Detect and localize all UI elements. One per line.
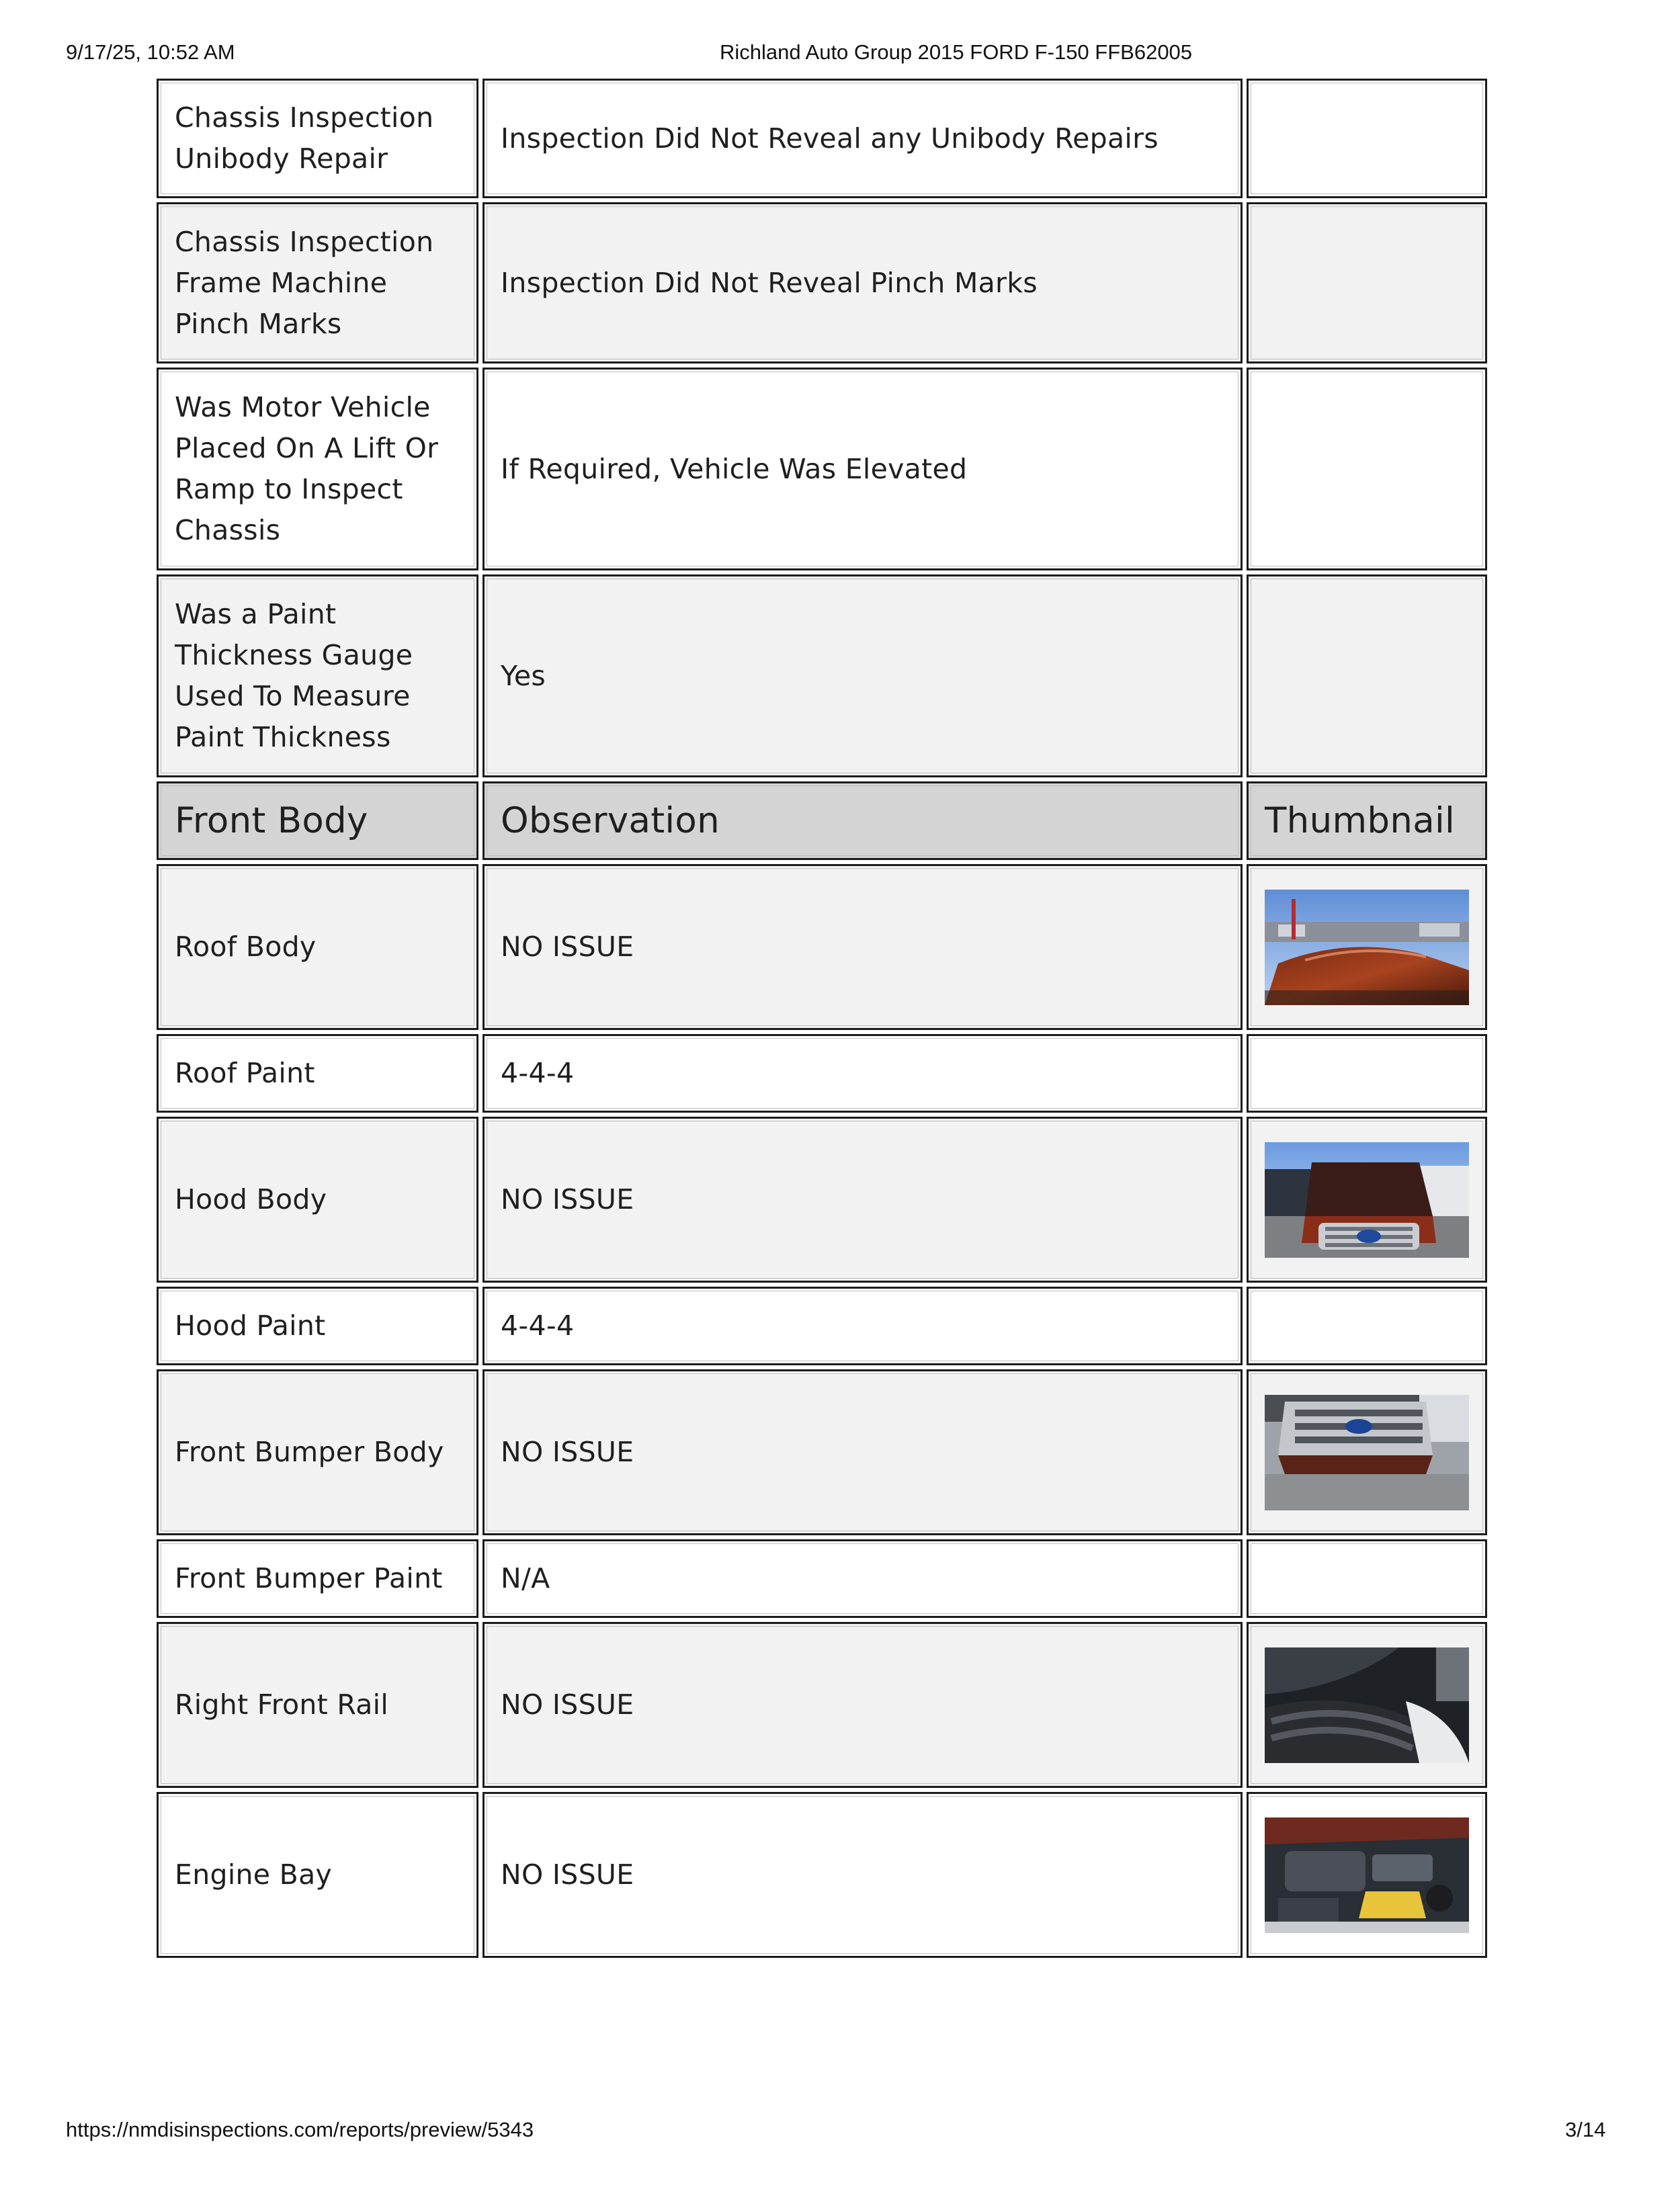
item-label: Roof Paint: [157, 1034, 478, 1113]
item-label: Hood Body: [157, 1117, 478, 1283]
thumbnail-cell: [1247, 1287, 1487, 1365]
thumbnail-cell: [1247, 368, 1487, 570]
item-label: Was Motor Vehicle Placed On A Lift Or Ramp to Inspect Chassis: [157, 368, 478, 570]
section-header-row: [0, 781, 1680, 860]
observation-value: NO ISSUE: [482, 1622, 1243, 1788]
thumbnail-cell: [1247, 1369, 1487, 1535]
thumbnail-cell: [1247, 1034, 1487, 1113]
observation-value: NO ISSUE: [482, 1369, 1243, 1535]
roof-photo-thumbnail[interactable]: [1265, 890, 1469, 1005]
observation-value: 4-4-4: [482, 1034, 1243, 1113]
thumbnail-cell: [1247, 79, 1487, 198]
thumbnail-cell: [1247, 574, 1487, 777]
observation-value: NO ISSUE: [482, 1792, 1243, 1958]
observation-value: NO ISSUE: [482, 864, 1243, 1030]
observation-value: N/A: [482, 1539, 1243, 1618]
thumbnail-cell: [1247, 1539, 1487, 1618]
item-label: Front Bumper Paint: [157, 1539, 478, 1618]
item-label: Was a Paint Thickness Gauge Used To Measure Paint Thickness: [157, 574, 478, 777]
table-row: [0, 1622, 1680, 1788]
item-label: Chassis Inspection Unibody Repair: [157, 79, 478, 198]
observation-value: Inspection Did Not Reveal any Unibody Repairs: [482, 79, 1243, 198]
observation-value: If Required, Vehicle Was Elevated: [482, 368, 1243, 570]
column-header-thumbnail: Thumbnail: [1247, 781, 1487, 860]
table-row: [0, 1792, 1680, 1958]
thumbnail-cell: [1247, 1117, 1487, 1283]
item-label: Chassis Inspection Frame Machine Pinch Marks: [157, 202, 478, 363]
item-label: Roof Body: [157, 864, 478, 1030]
page-number: 3/14: [1565, 2118, 1606, 2141]
observation-value: Yes: [482, 574, 1243, 777]
item-label: Engine Bay: [157, 1792, 478, 1958]
thumbnail-cell: [1247, 202, 1487, 363]
table-row: [0, 574, 1680, 777]
page-url[interactable]: https://nmdisinspections.com/reports/preview/5343: [66, 2118, 534, 2141]
thumbnail-cell: [1247, 1622, 1487, 1788]
table-row: [0, 202, 1680, 363]
page-title: Richland Auto Group 2015 FORD F-150 FFB62005: [720, 40, 1193, 64]
observation-value: NO ISSUE: [482, 1117, 1243, 1283]
table-row: [0, 368, 1680, 570]
observation-value: Inspection Did Not Reveal Pinch Marks: [482, 202, 1243, 363]
table-row: [0, 79, 1680, 198]
table-row: [0, 1287, 1680, 1365]
column-header-observation: Observation: [482, 781, 1243, 860]
thumbnail-cell: [1247, 1792, 1487, 1958]
hood-photo-thumbnail[interactable]: [1265, 1142, 1469, 1258]
table-row: [0, 1034, 1680, 1113]
table-row: [0, 864, 1680, 1030]
table-row: [0, 1539, 1680, 1618]
right-front-rail-photo-thumbnail[interactable]: [1265, 1647, 1469, 1763]
table-row: [0, 1369, 1680, 1535]
observation-value: 4-4-4: [482, 1287, 1243, 1365]
thumbnail-cell: [1247, 864, 1487, 1030]
item-label: Front Bumper Body: [157, 1369, 478, 1535]
section-title: Front Body: [157, 781, 478, 860]
front-bumper-photo-thumbnail[interactable]: [1265, 1395, 1469, 1510]
item-label: Right Front Rail: [157, 1622, 478, 1788]
engine-bay-photo-thumbnail[interactable]: [1265, 1817, 1469, 1933]
print-datetime: 9/17/25, 10:52 AM: [66, 40, 235, 64]
table-row: [0, 1117, 1680, 1283]
item-label: Hood Paint: [157, 1287, 478, 1365]
